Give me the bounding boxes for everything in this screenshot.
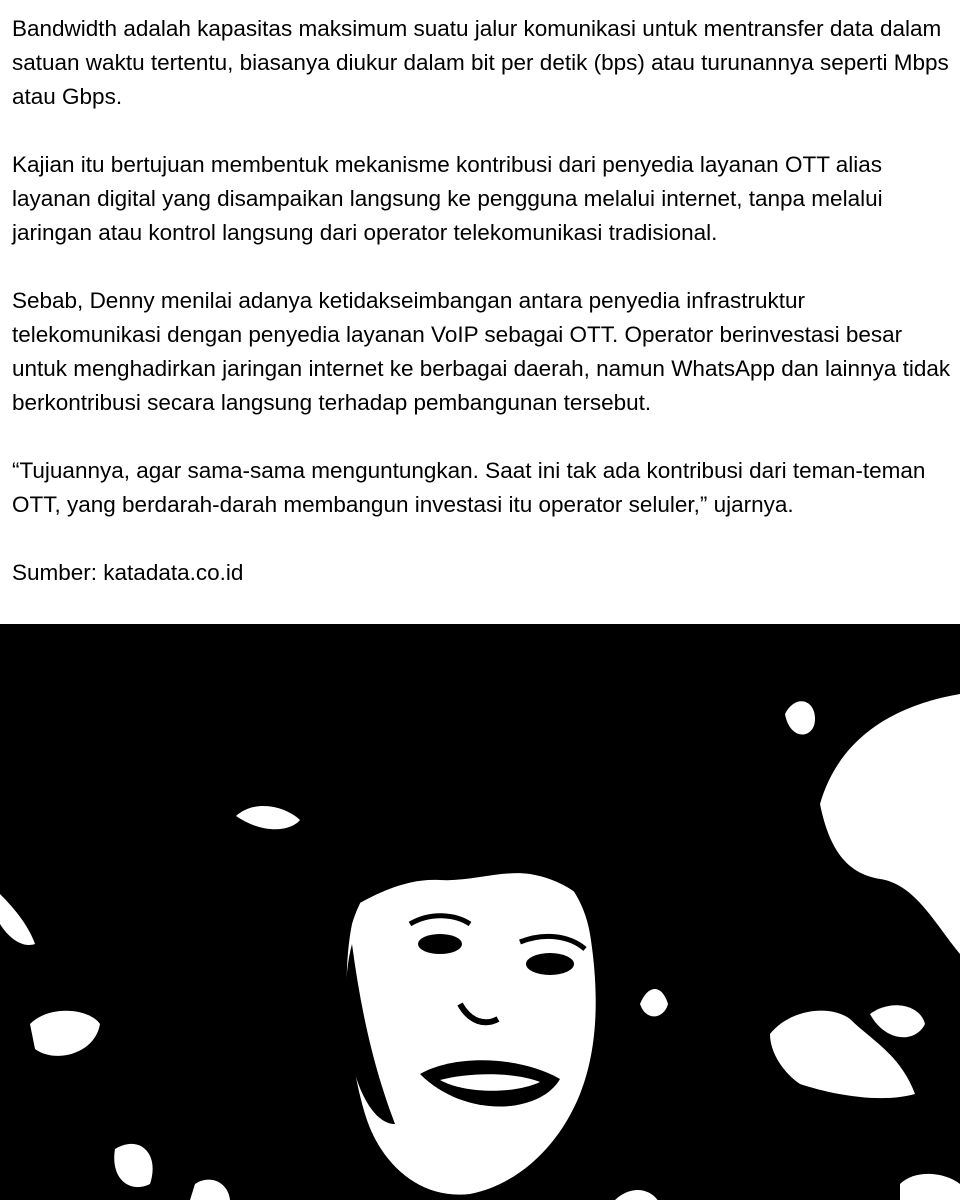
photo-eye-right xyxy=(526,953,574,975)
photo-illustration xyxy=(0,624,960,1200)
paragraph-sebab: Sebab, Denny menilai adanya ketidakseimbangan antara penyedia infrastruktur telekomunikasi dengan penyedia layanan VoIP sebagai OTT. Operator berinvestasi besar untuk menghadirkan jaringan internet ke berbagai daerah, namun WhatsApp dan lainnya tidak berkontribusi secara langsung terhadap pembangunan tersebut. xyxy=(12,288,951,415)
paragraph-quote: “Tujuannya, agar sama-sama menguntungkan. Saat ini tak ada kontribusi dari teman-teman OTT, yang berdarah-darah membangun investasi itu operator seluler,” ujarnya. xyxy=(12,458,926,517)
source-credit: Sumber: katadata.co.id xyxy=(12,560,244,585)
article-photo xyxy=(0,624,960,1200)
paragraph-bandwidth: Bandwidth adalah kapasitas maksimum suatu jalur komunikasi untuk mentransfer data dalam satuan waktu tertentu, biasanya diukur dalam bit per detik (bps) atau turunannya seperti Mbps atau Gbps. xyxy=(12,16,949,109)
paragraph-kajian: Kajian itu bertujuan membentuk mekanisme kontribusi dari penyedia layanan OTT alias layanan digital yang disampaikan langsung ke pengguna melalui internet, tanpa melalui jaringan atau kontrol langsung dari operator telekomunikasi tradisional. xyxy=(12,152,883,245)
photo-eye-left xyxy=(418,934,462,954)
article-body xyxy=(12,12,952,624)
